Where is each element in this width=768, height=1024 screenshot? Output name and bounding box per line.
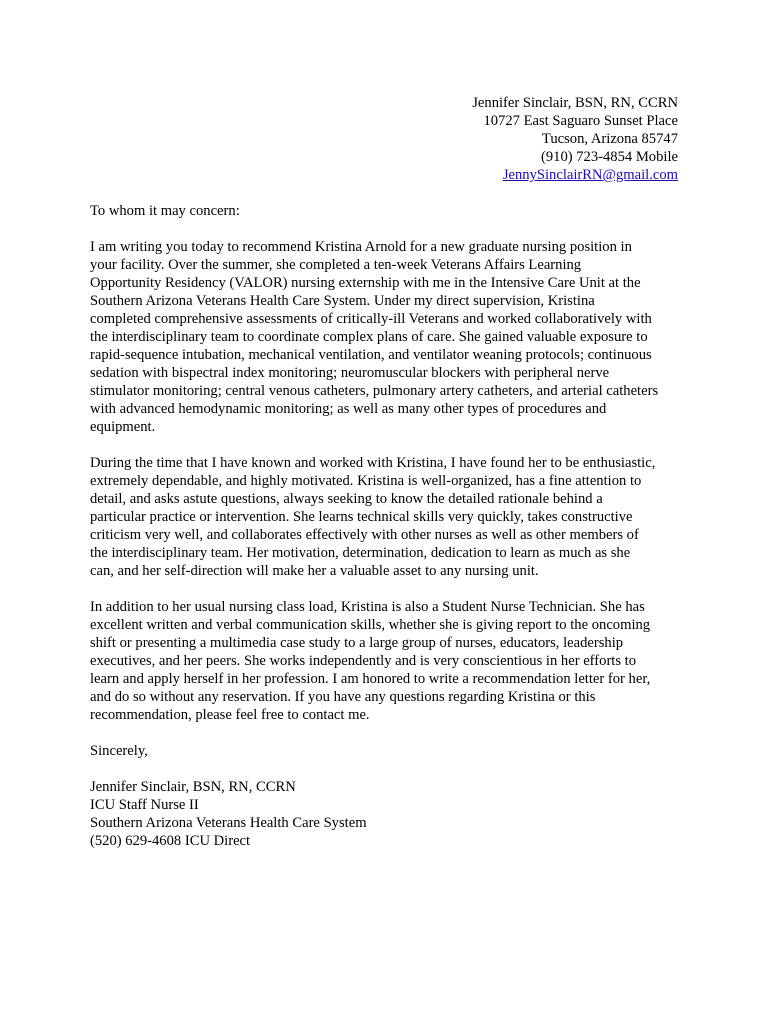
closing: Sincerely, [90, 743, 148, 759]
spacer [90, 760, 690, 778]
spacer [90, 220, 690, 238]
paragraph-1 [90, 238, 690, 436]
paragraph-line: executives, and her peers. She works independently and is very conscientious in her efforts to [90, 653, 637, 669]
paragraph-line: criticism very well, and collaborates effectively with other nurses as well as other members of [90, 527, 639, 543]
sender-address-block [472, 94, 678, 184]
spacer [90, 580, 690, 598]
paragraph-line: can, and her self-direction will make her a valuable asset to any nursing unit. [90, 563, 539, 579]
paragraph-line: equipment. [90, 419, 156, 435]
signature-phone: (520) 629-4608 ICU Direct [90, 833, 251, 849]
paragraph-3 [90, 598, 690, 724]
paragraph-line: shift or presenting a multimedia case study to a large group of nurses, educators, leadership [90, 635, 624, 651]
paragraph-line: and do so without any reservation. If you have any questions regarding Kristina or this [90, 689, 596, 705]
paragraph-line: completed comprehensive assessments of critically-ill Veterans and worked collaboratively with [90, 311, 652, 327]
signature-title: ICU Staff Nurse II [90, 797, 199, 813]
paragraph-2 [90, 454, 690, 580]
paragraph-line: your facility. Over the summer, she completed a ten-week Veterans Affairs Learning [90, 257, 582, 273]
paragraph-line: the interdisciplinary team. Her motivation, determination, dedication to learn as much as she [90, 545, 631, 561]
paragraph-line: During the time that I have known and worked with Kristina, I have found her to be enthusiastic, [90, 455, 656, 471]
paragraph-line: with advanced hemodynamic monitoring; as well as many other types of procedures and [90, 401, 607, 417]
paragraph-line: Southern Arizona Veterans Health Care System. Under my direct supervision, Kristina [90, 293, 595, 309]
paragraph-line: Opportunity Residency (VALOR) nursing externship with me in the Intensive Care Unit at the [90, 275, 641, 291]
spacer [90, 436, 690, 454]
sender-email-link[interactable]: JennySinclairRN@gmail.com [502, 167, 678, 183]
sender-phone: (910) 723-4854 Mobile [540, 149, 678, 165]
paragraph-line: particular practice or intervention. She learns technical skills very quickly, takes constructive [90, 509, 633, 525]
signature-block [90, 778, 690, 850]
signature-organization: Southern Arizona Veterans Health Care System [90, 815, 367, 831]
paragraph-line: stimulator monitoring; central venous catheters, pulmonary artery catheters, and arterial catheters [90, 383, 659, 399]
paragraph-line: In addition to her usual nursing class load, Kristina is also a Student Nurse Technician. She has [90, 599, 645, 615]
sender-email-line [472, 166, 678, 184]
paragraph-line: learn and apply herself in her profession. I am honored to write a recommendation letter for her, [90, 671, 651, 687]
letter-body [90, 202, 690, 850]
paragraph-line: sedation with bispectral index monitoring; neuromuscular blockers with peripheral nerve [90, 365, 610, 381]
paragraph-line: I am writing you today to recommend Kristina Arnold for a new graduate nursing position in [90, 239, 632, 255]
paragraph-line: the interdisciplinary team to coordinate complex plans of care. She gained valuable exposure to [90, 329, 648, 345]
sender-name: Jennifer Sinclair, BSN, RN, CCRN [472, 95, 678, 111]
salutation: To whom it may concern: [90, 203, 240, 219]
paragraph-line: extremely dependable, and highly motivated. Kristina is well-organized, has a fine attention to [90, 473, 642, 489]
sender-city-state-zip: Tucson, Arizona 85747 [541, 131, 678, 147]
signature-name: Jennifer Sinclair, BSN, RN, CCRN [90, 779, 296, 795]
spacer [90, 724, 690, 742]
paragraph-line: rapid-sequence intubation, mechanical ventilation, and ventilator weaning protocols; continuous [90, 347, 652, 363]
sender-street: 10727 East Saguaro Sunset Place [483, 113, 678, 129]
paragraph-line: detail, and asks astute questions, always seeking to know the detailed rationale behind a [90, 491, 603, 507]
paragraph-line: excellent written and verbal communication skills, whether she is giving report to the oncoming [90, 617, 651, 633]
paragraph-line: recommendation, please feel free to contact me. [90, 707, 370, 723]
